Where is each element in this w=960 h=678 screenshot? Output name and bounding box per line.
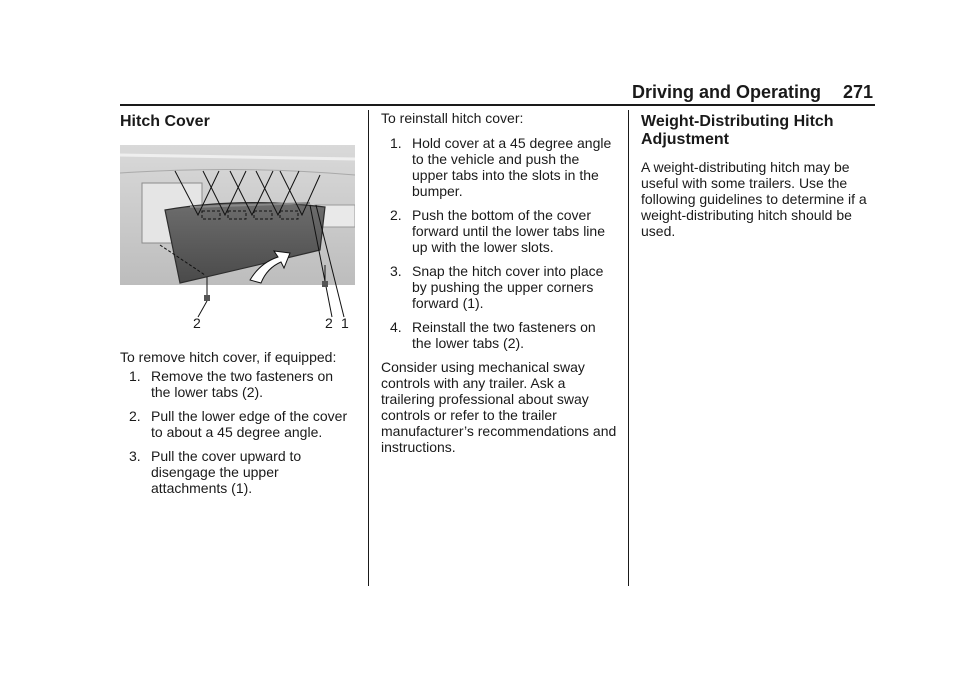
callout-2-right: 2 [325, 315, 333, 331]
callout-1: 1 [341, 315, 349, 331]
callout-2-left: 2 [193, 315, 201, 331]
list-item: 2. Pull the lower edge of the cover to about a 45 degree angle. [129, 408, 348, 440]
list-item: 1. Remove the two fasteners on the lower tabs (2). [129, 368, 334, 400]
list-item: 1. Hold cover at a 45 degree angle to the vehicle and push the upper tabs into the slots in the bumper. [390, 135, 612, 199]
remove-intro: To remove hitch cover, if equipped: [120, 349, 337, 365]
hitch-cover-drawing [120, 145, 355, 332]
weight-distributing-paragraph: A weight-distributing hitch may be useful with some trailers. Use the following guidelines to determine if a weight-distributing hitch should be used. [641, 159, 867, 239]
list-item: 4. Reinstall the two fasteners on the lower tabs (2). [390, 319, 596, 351]
section-heading-hitch-cover: Hitch Cover [120, 113, 210, 130]
reinstall-steps [381, 135, 617, 351]
column-divider [368, 110, 369, 586]
page-header-title: Driving and Operating [632, 82, 822, 102]
hitch-cover-illustration [120, 145, 355, 332]
reinstall-intro: To reinstall hitch cover: [381, 110, 524, 126]
column-right [641, 110, 877, 239]
column-divider [628, 110, 629, 586]
header-rule [120, 104, 875, 106]
section-heading-weight-distributing: Weight-Distributing Hitch Adjustment [641, 113, 834, 148]
column-middle [381, 110, 617, 455]
page-number: 271 [843, 82, 874, 102]
list-item: 3. Snap the hitch cover into place by pushing the upper corners forward (1). [390, 263, 604, 311]
sway-controls-paragraph: Consider using mechanical sway controls with any trailer. Ask a trailering professional about sway controls or refer to the trailer manufacturer’s recommendations and instructions. [381, 359, 617, 455]
remove-steps [120, 368, 356, 496]
list-item: 2. Push the bottom of the cover forward until the lower tabs line up with the lower slots. [390, 207, 605, 255]
list-item: 3. Pull the cover upward to disengage the upper attachments (1). [129, 448, 302, 496]
